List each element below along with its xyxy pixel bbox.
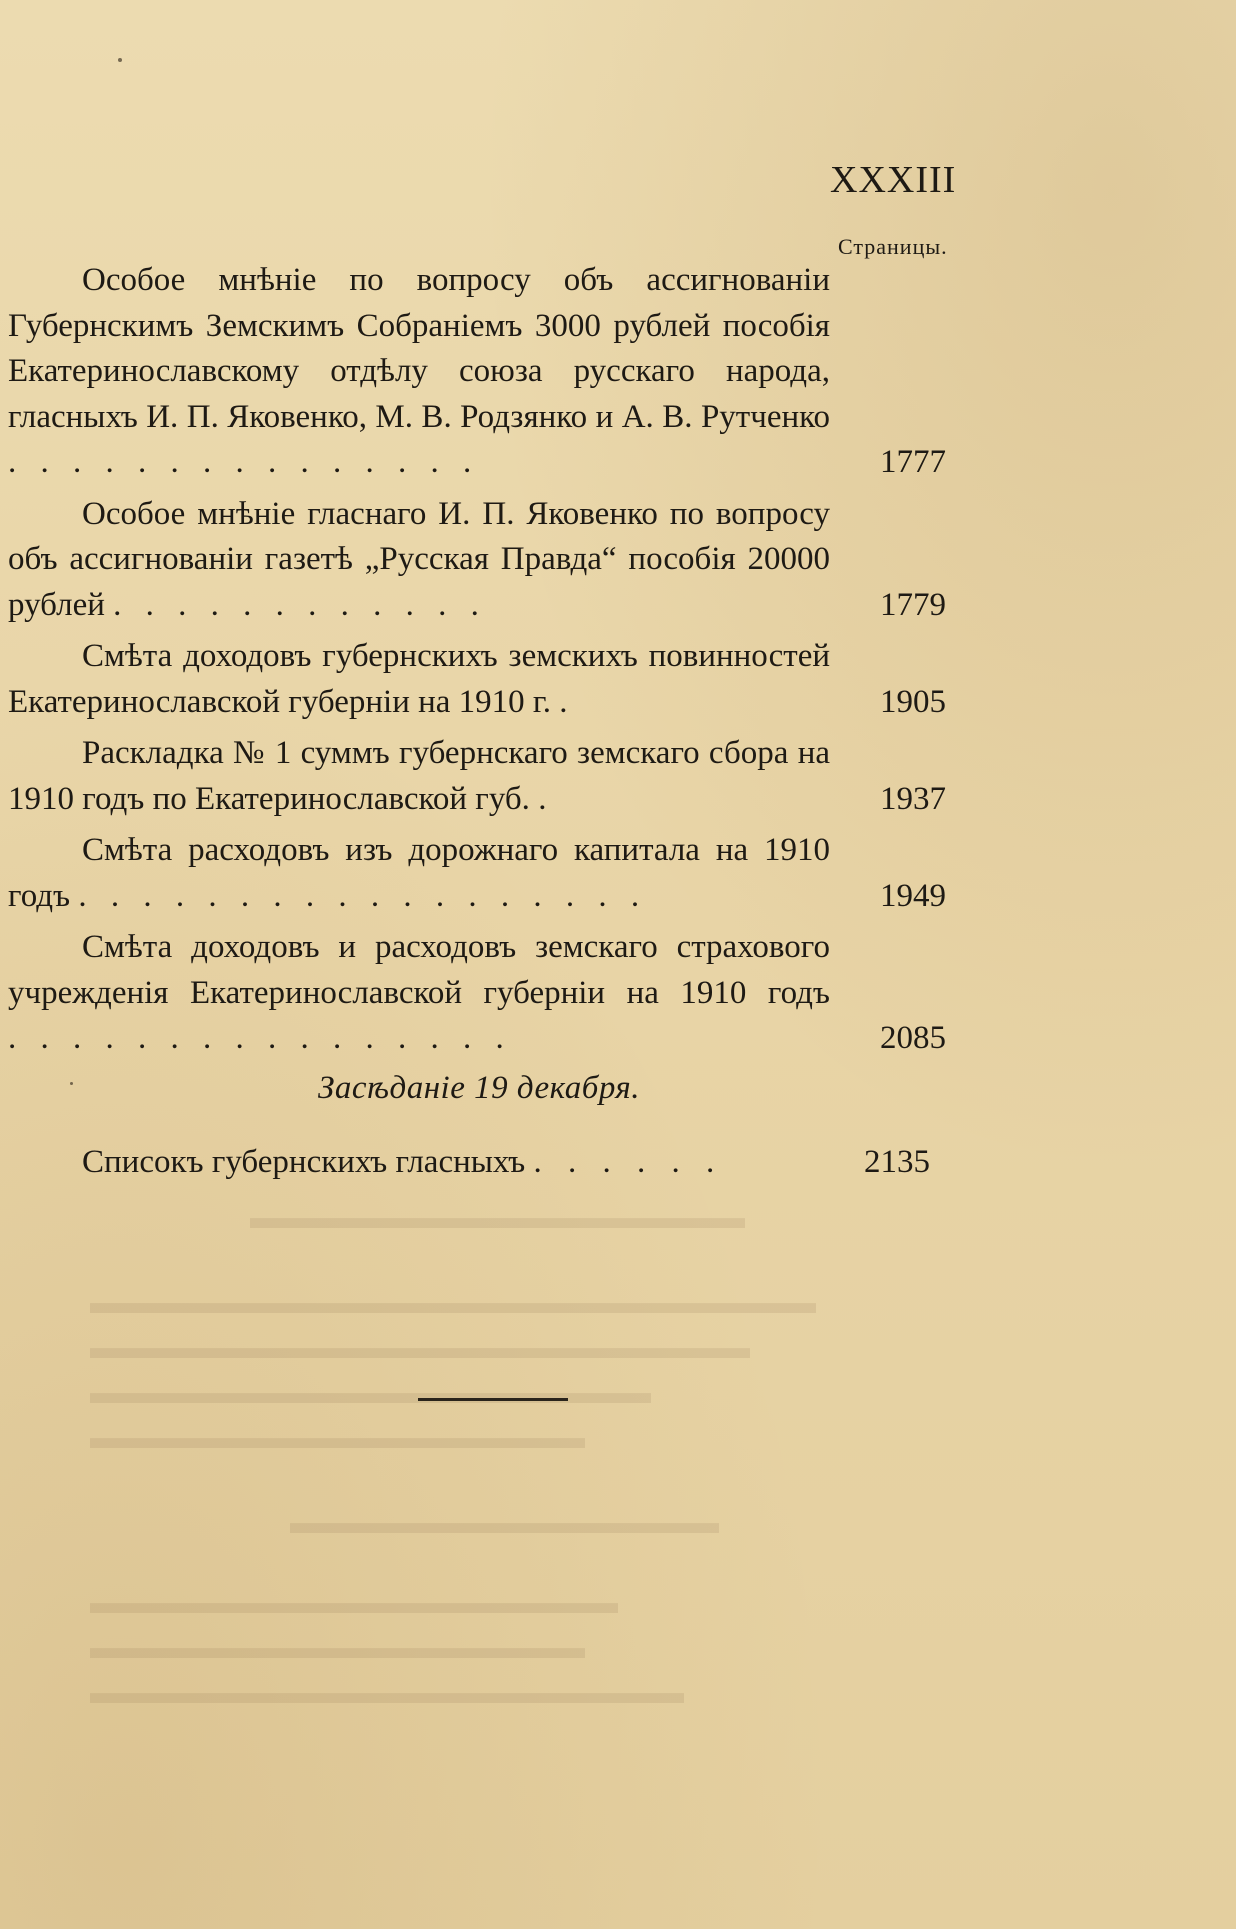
toc-entry-text	[8, 634, 830, 725]
bleed-through-text: ▬▬▬▬▬▬▬▬▬▬▬▬▬▬▬▬▬	[90, 1375, 651, 1411]
toc-entry-page: 2085	[880, 1020, 946, 1056]
toc-entry-page: 1779	[880, 586, 946, 623]
toc-entry-text	[8, 828, 830, 919]
toc-entry-title: Смѣта доходовъ губернскихъ земскихъ повинностей Екатеринославской губерніи на 1910 г.	[8, 638, 830, 720]
toc-entry	[8, 258, 1008, 486]
leader-dots: . . . . . . . . . . . . . . .	[8, 444, 480, 480]
paper-speck	[118, 58, 122, 62]
toc-entry-page: 2135	[864, 1144, 930, 1180]
bleed-through-text: ▬▬▬▬▬▬▬▬▬▬▬▬▬▬▬▬▬▬	[90, 1675, 684, 1711]
leader-dots: . . . . . . . . . . . . . . . . . .	[78, 877, 648, 914]
bleed-through-text: ▬▬▬▬▬▬▬▬▬▬▬▬▬▬▬	[90, 1630, 585, 1666]
page-number: XXXIII	[830, 159, 957, 201]
leader-dots: .	[559, 683, 576, 720]
toc-entry-title: Списокъ губернскихъ гласныхъ	[82, 1144, 526, 1180]
bleed-through-text: ▬▬▬▬▬▬▬▬▬▬▬▬▬▬▬▬▬▬▬▬	[90, 1330, 750, 1366]
bleed-through-text: ▬▬▬▬▬▬▬▬▬▬▬▬▬▬▬	[250, 1200, 745, 1236]
pages-column-header: Страницы.	[838, 234, 948, 259]
section-divider-rule	[418, 1398, 568, 1401]
toc-entry-text	[8, 492, 830, 629]
leader-dots: .	[538, 780, 555, 817]
toc-entry-page: 1937	[880, 780, 946, 817]
toc-entry-title: Раскладка № 1 суммъ губернскаго земскаго сбора на 1910 годъ по Екатеринославской губ.	[8, 735, 830, 817]
leader-dots: . . . . . . . . . . . . . . . .	[8, 1020, 512, 1056]
toc-entry-page: 1949	[880, 877, 946, 914]
toc-entry	[8, 925, 1008, 1062]
leader-dots: . . . . . .	[533, 1144, 724, 1180]
toc-entry-title: Особое мнѣніе гласнаго И. П. Яковенко по вопросу объ ассигнованіи газетѣ „Русская Правда“ пособія 20000 рублей	[8, 495, 830, 623]
toc-entry-page: 1777	[880, 444, 946, 480]
toc-entry-text	[8, 925, 830, 1062]
toc-entry-title: Особое мнѣніе по вопросу объ ассигнованіи Губернскимъ Земскимъ Собраніемъ 3000 рублей пособія Екатеринославскому отдѣлу союза русскаго народа, гласныхъ И. П. Яковенко, М. В. Родзянко и А. В. Рутченко	[8, 262, 830, 435]
bleed-through-text: ▬▬▬▬▬▬▬▬▬▬▬▬▬▬▬▬▬▬▬▬▬▬	[90, 1285, 816, 1321]
toc-entry-text	[8, 258, 830, 486]
toc-entry-title: Смѣта доходовъ и расходовъ земскаго страхового учрежденія Екатеринославской губерніи на 1910 годъ	[8, 929, 830, 1011]
table-of-contents	[8, 258, 1008, 1068]
toc-entry-title: Смѣта расходовъ изъ дорожнаго капитала на 1910 годъ	[8, 832, 830, 914]
bleed-through-text: ▬▬▬▬▬▬▬▬▬▬▬▬▬▬▬▬	[90, 1585, 618, 1621]
toc-entry	[8, 634, 1008, 725]
leader-dots: . . . . . . . . . . . .	[113, 586, 487, 623]
toc-entry	[8, 731, 1008, 822]
toc-entry-page: 1905	[880, 683, 946, 720]
toc-entry	[8, 492, 1008, 629]
paper-speck	[70, 1082, 73, 1085]
toc-entry-members-list	[82, 1140, 723, 1186]
bleed-through-text: ▬▬▬▬▬▬▬▬▬▬▬▬▬▬▬	[90, 1420, 585, 1456]
bleed-through-text: ▬▬▬▬▬▬▬▬▬▬▬▬▬	[290, 1505, 719, 1541]
toc-entry-text	[8, 731, 830, 822]
toc-entry	[8, 828, 1008, 919]
session-heading: Засѣданіе 19 декабря.	[318, 1070, 640, 1106]
